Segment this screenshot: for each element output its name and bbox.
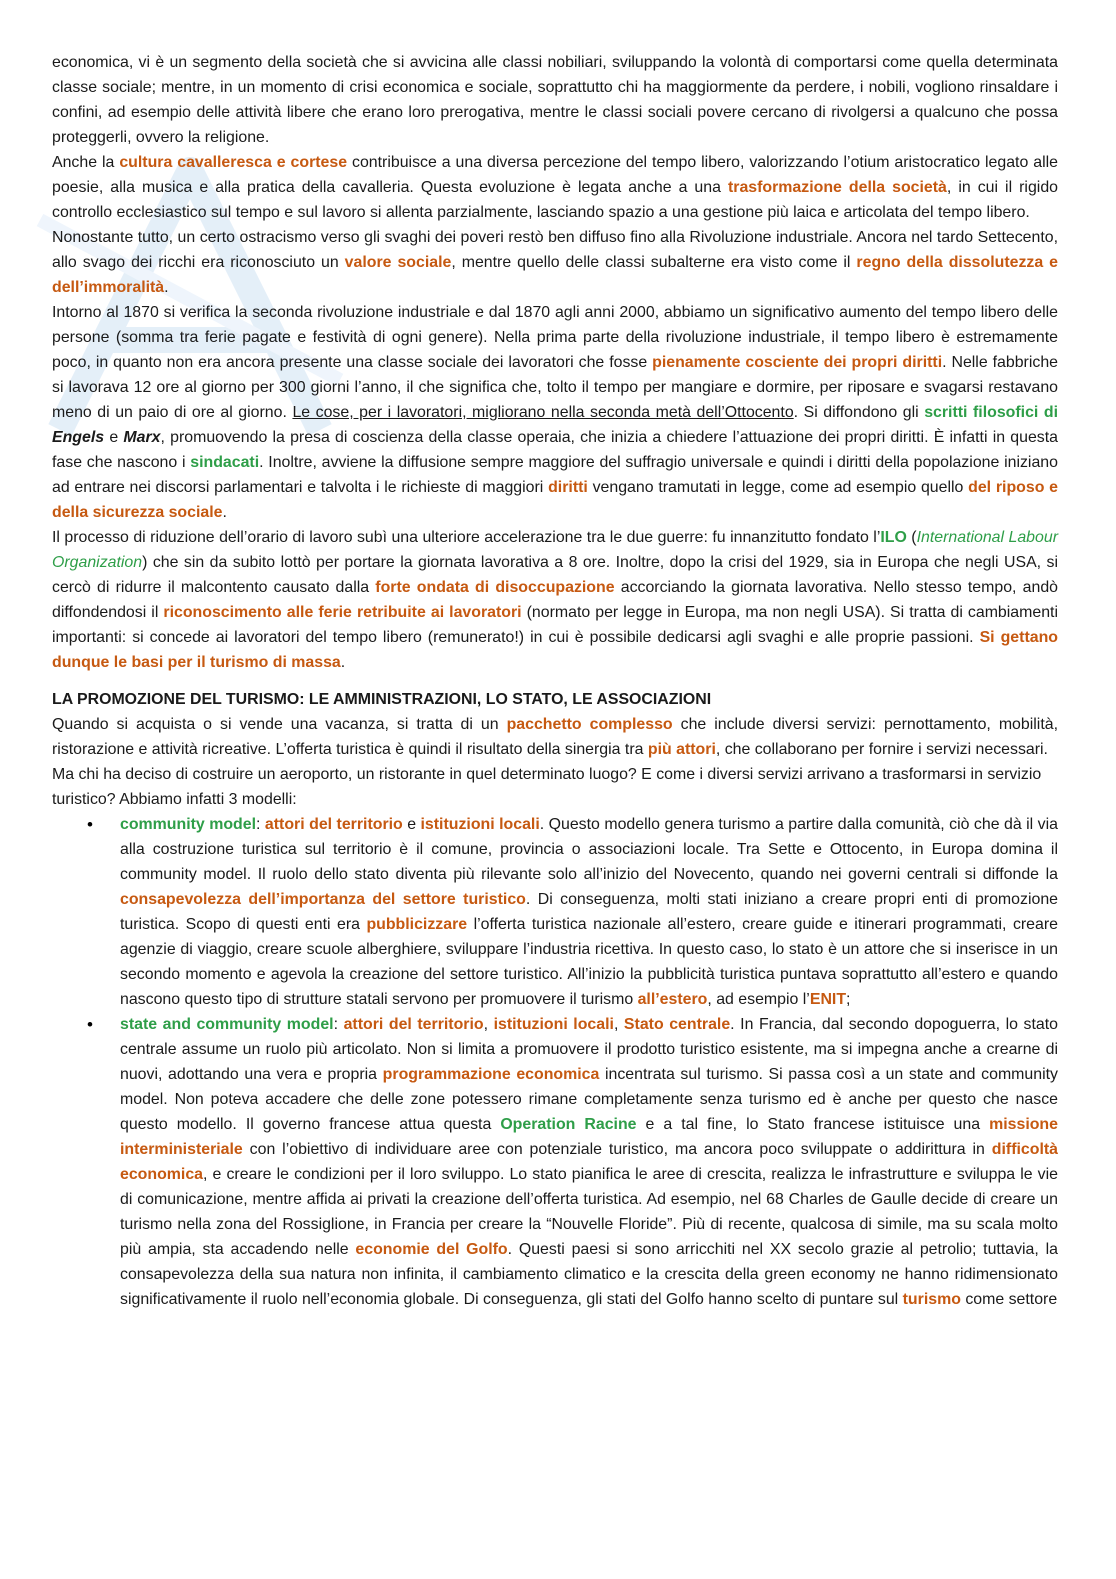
paragraph-7: Ma chi ha deciso di costruire un aeroporto, un ristorante in quel determinato luogo? E come i diversi servizi arrivano a trasformarsi in servizio turistico? Abbiamo infatti 3 modelli: xyxy=(52,766,1042,808)
list-item-state-community-model: • state and community model: attori del territorio, istituzioni locali, Stato centrale. In Francia, dal secondo dopoguerra, lo stato centrale assume un ruolo più articolato. Non si limita a promuovere il prodotto turistico esistente, ma si impegna anche a crearne di nuovi, adottando una vera e propria programmazione economica incentrata sul turismo. Si passa così a un state and community model. Non poteva accadere che delle zone potessero rimane completamente senza turismo ed è anche per questo che nasce questo modello. Il governo francese attua questa Operation Racine e a tal fine, lo Stato francese istituisce una missione interministeriale con l’obiettivo di individuare aree con potenziale turistico, ma ancora poco sviluppate o addirittura in difficoltà economica, e creare le condizioni per il loro sviluppo. Lo stato pianifica le aree di crescita, realizza le infrastrutture e sviluppa le vie di comunicazione, mentre affida ai privati la creazione dell’offerta turistica. Ad esempio, nel 68 Charles de Gaulle decide di creare un turismo nella zona del Rossiglione, in Francia per creare la “Nouvelle Floride”. Più di recente, qualcosa di simile, ma su scala molto più ampia, sta accadendo nelle economie del Golfo. Questi paesi si sono arricchiti nel XX secolo grazie al petrolio; tuttavia, la consapevolezza della sua natura non infinita, il cambiamento climatico e la crescita della green economy ne hanno ridimensionato significativamente il ruolo nell’economia globale. Di conseguenza, gli stati del Golfo hanno scelto di puntare sul turismo come settore xyxy=(120,1012,1058,1312)
highlight-term: all’estero xyxy=(637,991,708,1008)
paragraph-1: economica, vi è un segmento della società che si avvicina alle classi nobiliari, sviluppando la volontà di comportarsi come quella determinata classe sociale; mentre, in un momento di crisi economica e sociale, soprattutto chi ha maggiormente da perdere, i nobili, vogliono rinsaldare i confini, ad esempio delle attività libere che erano loro prerogativa, mentre le classi sociali povere cercano di rivolgersi a qualcuno che possa proteggerli, ovvero la religione. xyxy=(52,54,1058,146)
highlight-term: riconoscimento alle ferie retribuite ai lavoratori xyxy=(163,604,522,621)
highlight-term: cultura cavalleresca e cortese xyxy=(119,154,348,171)
paragraph-2: Anche la cultura cavalleresca e cortese contribuisce a una diversa percezione del tempo libero, valorizzando l’otium aristocratico legato alle poesie, alla musica e alla pratica della cavalleria. Questa evoluzione è legata anche a una trasformazione della società, in cui il rigido controllo ecclesiastico sul tempo e sul lavoro si allenta parzialmente, lasciando spazio a una gestione più laica e articolata del tempo libero. xyxy=(52,154,1059,221)
section-heading: LA PROMOZIONE DEL TURISMO: LE AMMINISTRAZIONI, LO STATO, LE ASSOCIAZIONI xyxy=(52,691,712,708)
green-term: sindacati xyxy=(190,454,260,471)
highlight-term: ENIT xyxy=(809,991,847,1008)
paragraph-6: Quando si acquista o si vende una vacanza, si tratta di un pacchetto complesso che include diversi servizi: pernottamento, mobilità, ristorazione e attività ricreative. L’offerta turistica è quindi il risultato della sinergia tra più attori, che collaborano per fornire i servizi necessari. xyxy=(52,716,1058,758)
highlight-term: valore sociale xyxy=(344,254,452,271)
name-marx: Marx xyxy=(123,429,161,446)
highlight-term: pienamente cosciente dei propri diritti xyxy=(652,354,943,371)
highlight-term: istituzioni locali xyxy=(420,816,540,833)
list-item-community-model: • community model: attori del territorio e istituzioni locali. Questo modello genera turismo a partire dalla comunità, ciò che dà il via alla costruzione turistica sul territorio è il comune, provincia o associazioni locale. Tra Sette e Ottocento, in Europa domina il community model. Il ruolo dello stato diventa più rilevante solo all’inizio del Novecento, quando nei governi centrali si diffonde la consapevolezza dell’importanza del settore turistico. Di conseguenza, molti stati iniziano a creare propri enti di promozione turistica. Scopo di questi enti era pubblicizzare l’offerta turistica nazionale all’estero, creare guide e itinerari programmati, creare agenzie di viaggio, creare scuole alberghiere, sviluppare l’industria ricettiva. In questo caso, lo stato è un attore che si inserisce in un secondo momento e agevola la creazione del settore turistico. All’inizio la pubblicità turistica puntava soprattutto all’estero e quando nascono questo tipo di strutture statali servono per promuovere il turismo all’estero, ad esempio l’ENIT; xyxy=(120,812,1058,1012)
highlight-term: pacchetto complesso xyxy=(506,716,673,733)
underlined-text: Le cose, per i lavoratori, migliorano nella seconda metà dell’Ottocento xyxy=(292,404,794,421)
paragraph-3: Nonostante tutto, un certo ostracismo verso gli svaghi dei poveri restò ben diffuso fino alla Rivoluzione industriale. Ancora nel tardo Settecento, allo svago dei ricchi era riconosciuto un valore sociale, mentre quello delle classi subalterne era visto come il regno della dissolutezza e dell’immoralità. xyxy=(52,229,1059,296)
highlight-term: Si gettano dunque le basi per il turismo di massa xyxy=(52,629,1058,671)
highlight-term: economie del Golfo xyxy=(355,1241,508,1258)
models-list xyxy=(52,812,1058,1312)
green-term: Operation Racine xyxy=(500,1116,637,1133)
highlight-term: pubblicizzare xyxy=(366,916,468,933)
highlight-term: Stato centrale xyxy=(623,1016,731,1033)
highlight-term: attori del territorio xyxy=(264,816,403,833)
green-term: state and community model xyxy=(120,1016,334,1033)
highlight-term: attori del territorio xyxy=(343,1016,484,1033)
highlight-term: difficoltà economica xyxy=(120,1141,1058,1183)
highlight-term: del riposo e della sicurezza sociale xyxy=(52,479,1058,521)
highlight-term: missione interministeriale xyxy=(120,1116,1058,1158)
paragraph-5: Il processo di riduzione dell’orario di lavoro subì una ulteriore accelerazione tra le due guerre: fu innanzitutto fondato l’ILO (International Labour Organization) che sin da subito lottò per portare la giornata lavorativa a 8 ore. Inoltre, dopo la crisi del 1929, sia in Europa che negli USA, si cercò di ridurre il malcontento causato dalla forte ondata di disoccupazione accorciando la giornata lavorativa. Nello stesso tempo, andò diffondendosi il riconoscimento alle ferie retribuite ai lavoratori (normato per legge in Europa, ma non negli USA). Si tratta di cambiamenti importanti: si concede ai lavoratori del tempo libero (remunerato!) in cui è possibile dedicarsi agli svaghi e alle proprie passioni. Si gettano dunque le basi per il turismo di massa. xyxy=(52,529,1058,671)
green-term: community model xyxy=(120,816,257,833)
highlight-term: programmazione economica xyxy=(382,1066,600,1083)
name-engels: Engels xyxy=(52,429,105,446)
highlight-term: regno della dissolutezza e dell’immoralità xyxy=(52,254,1059,296)
highlight-term: più attori xyxy=(647,741,716,758)
highlight-term: consapevolezza dell’importanza del settore turistico xyxy=(120,891,526,908)
green-term: scritti filosofici di xyxy=(924,404,1058,421)
green-term: ILO xyxy=(880,529,907,546)
highlight-term: forte ondata di disoccupazione xyxy=(375,579,615,596)
green-italic-term: International Labour Organization xyxy=(52,529,1058,571)
highlight-term: turismo xyxy=(902,1291,961,1308)
highlight-term: istituzioni locali xyxy=(493,1016,614,1033)
highlight-term: diritti xyxy=(548,479,588,496)
highlight-term: trasformazione della società xyxy=(727,179,947,196)
paragraph-4: Intorno al 1870 si verifica la seconda rivoluzione industriale e dal 1870 agli anni 2000, abbiamo un significativo aumento del tempo libero delle persone (somma tra ferie pagate e festività di ogni genere). Nella prima parte della rivoluzione industriale, il tempo libero è estremamente poco, in quanto non era ancora presente una classe sociale dei lavoratori che fosse pienamente cosciente dei propri diritti. Nelle fabbriche si lavorava 12 ore al giorno per 300 giorni l’anno, il che significa che, tolto il tempo per mangiare e dormire, per riposare e svagarsi restavano meno di un paio di ore al giorno. Le cose, per i lavoratori, migliorano nella seconda metà dell’Ottocento. Si diffondono gli scritti filosofici di Engels e Marx, promuovendo la presa di coscienza della classe operaia, che inizia a chiedere l’attuazione dei propri diritti. È infatti in questa fase che nascono i sindacati. Inoltre, avviene la diffusione sempre maggiore del suffragio universale e quindi i diritti della popolazione iniziano ad entrare nei discorsi parlamentari e talvolta i le richieste di maggiori diritti vengano tramutati in legge, come ad esempio quello del riposo e della sicurezza sociale. xyxy=(52,304,1058,521)
document-page xyxy=(52,50,1058,1312)
